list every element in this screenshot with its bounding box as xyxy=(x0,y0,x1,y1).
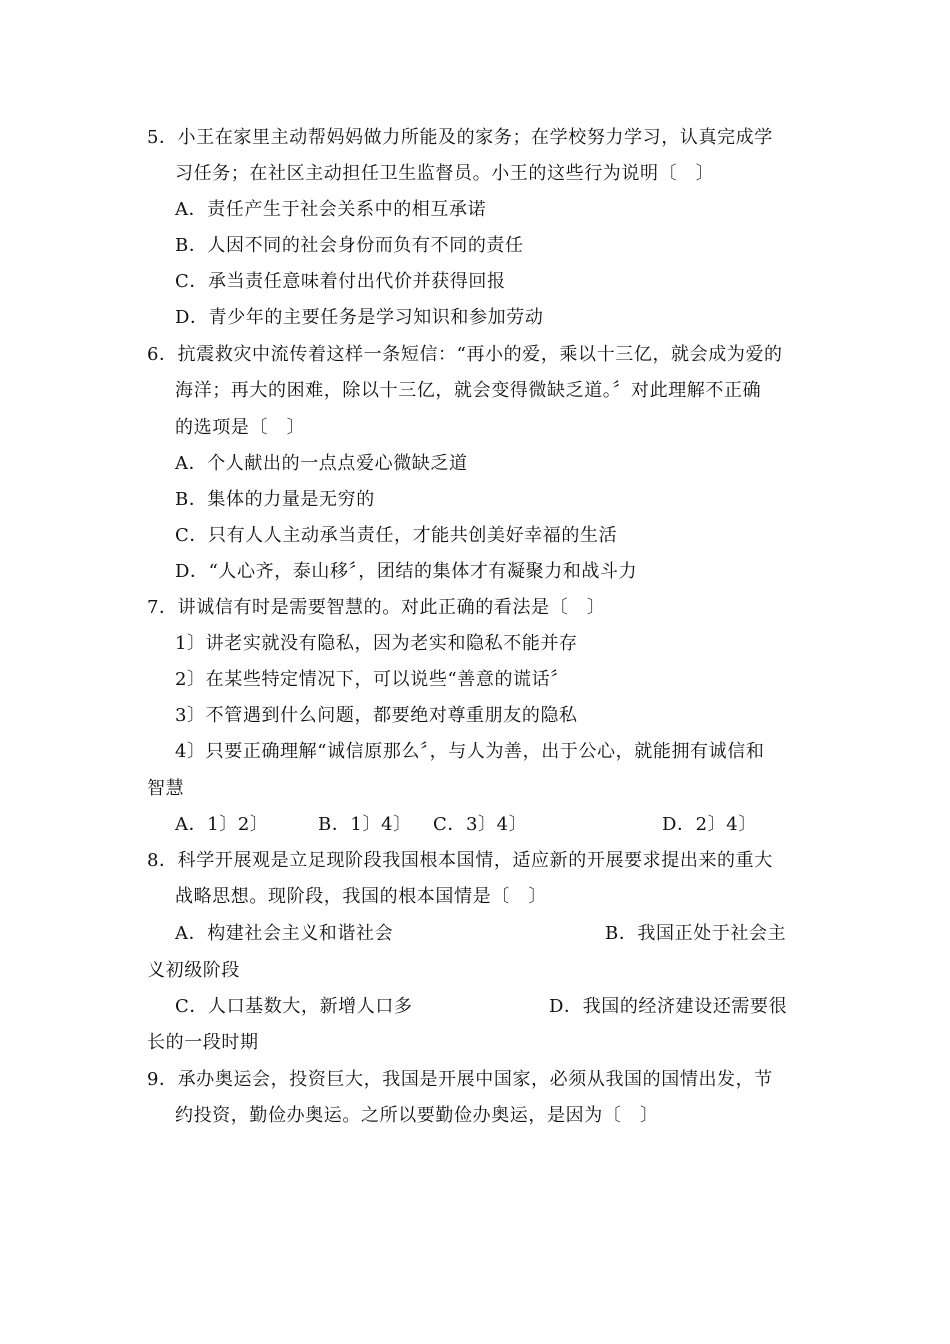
question-5-option-d: D．青少年的主要任务是学习知识和参加劳动 xyxy=(175,307,544,328)
question-8-option-b-line-1: B．我国正处于社会主 xyxy=(605,923,787,944)
question-6-option-d: D．“人心齐，泰山移〞，团结的集体才有凝聚力和战斗力 xyxy=(175,561,638,582)
question-5-stem-line-2: 习任务；在社区主动担任卫生监督员。小王的这些行为说明〔 〕 xyxy=(175,163,715,184)
question-8-option-d-line-2: 长的一段时期 xyxy=(147,1032,259,1053)
question-8-option-a: A．构建社会主义和谐社会 xyxy=(175,923,394,944)
question-7-statement-3: 3〕不管遇到什么问题，都要绝对尊重朋友的隐私 xyxy=(175,705,578,726)
question-6-option-c: C．只有人人主动承当责任，才能共创美好幸福的生活 xyxy=(175,525,618,546)
question-7-option-d: D．2〕4〕 xyxy=(662,814,757,835)
question-6-stem-line-1: 6．抗震救灾中流传着这样一条短信：“再小的爱，乘以十三亿，就会成为爱的 xyxy=(147,344,783,365)
question-7-statement-4-line-1: 4〕只要正确理解“诚信原那么〞，与人为善，出于公心，就能拥有诚信和 xyxy=(175,741,765,762)
question-7-statement-4-line-2: 智慧 xyxy=(147,778,185,799)
question-9-stem-line-2: 约投资，勤俭办奥运。之所以要勤俭办奥运，是因为〔 〕 xyxy=(175,1105,659,1126)
question-7-stem: 7．讲诚信有时是需要智慧的。对此正确的看法是〔 〕 xyxy=(147,597,606,618)
question-6-stem-line-2: 海洋；再大的困难，除以十三亿，就会变得微缺乏道。〞对此理解不正确 xyxy=(175,380,762,401)
question-7-statement-2: 2〕在某些特定情况下，可以说些“善意的谎话〞 xyxy=(175,669,569,690)
question-7-option-b: B．1〕4〕 xyxy=(318,814,412,835)
question-6-option-a: A．个人献出的一点点爱心微缺乏道 xyxy=(175,453,468,474)
question-8-stem-line-1: 8．科学开展观是立足现阶段我国根本国情，适应新的开展要求提出来的重大 xyxy=(147,850,773,871)
question-5-option-a: A．责任产生于社会关系中的相互承诺 xyxy=(175,199,487,220)
question-8-option-b-line-2: 义初级阶段 xyxy=(147,960,240,981)
question-5-option-c: C．承当责任意味着付出代价并获得回报 xyxy=(175,271,506,292)
question-6-stem-line-3: 的选项是〔 〕 xyxy=(175,417,306,438)
question-7-statement-1: 1〕讲老实就没有隐私，因为老实和隐私不能并存 xyxy=(175,633,578,654)
question-8-option-d-line-1: D．我国的经济建设还需要很 xyxy=(549,996,788,1017)
question-7-option-a: A．1〕2〕 xyxy=(175,814,269,835)
question-8-stem-line-2: 战略思想。现阶段，我国的根本国情是〔 〕 xyxy=(175,886,547,907)
question-9-stem-line-1: 9．承办奥运会，投资巨大，我国是开展中国家，必须从我国的国情出发，节 xyxy=(147,1069,773,1090)
question-5-stem-line-1: 5．小王在家里主动帮妈妈做力所能及的家务；在学校努力学习，认真完成学 xyxy=(147,127,773,148)
question-5-option-b: B．人因不同的社会身份而负有不同的责任 xyxy=(175,235,524,256)
question-7-option-c: C．3〕4〕 xyxy=(433,814,528,835)
question-8-option-c: C．人口基数大，新增人口多 xyxy=(175,996,413,1017)
question-6-option-b: B．集体的力量是无穷的 xyxy=(175,489,375,510)
